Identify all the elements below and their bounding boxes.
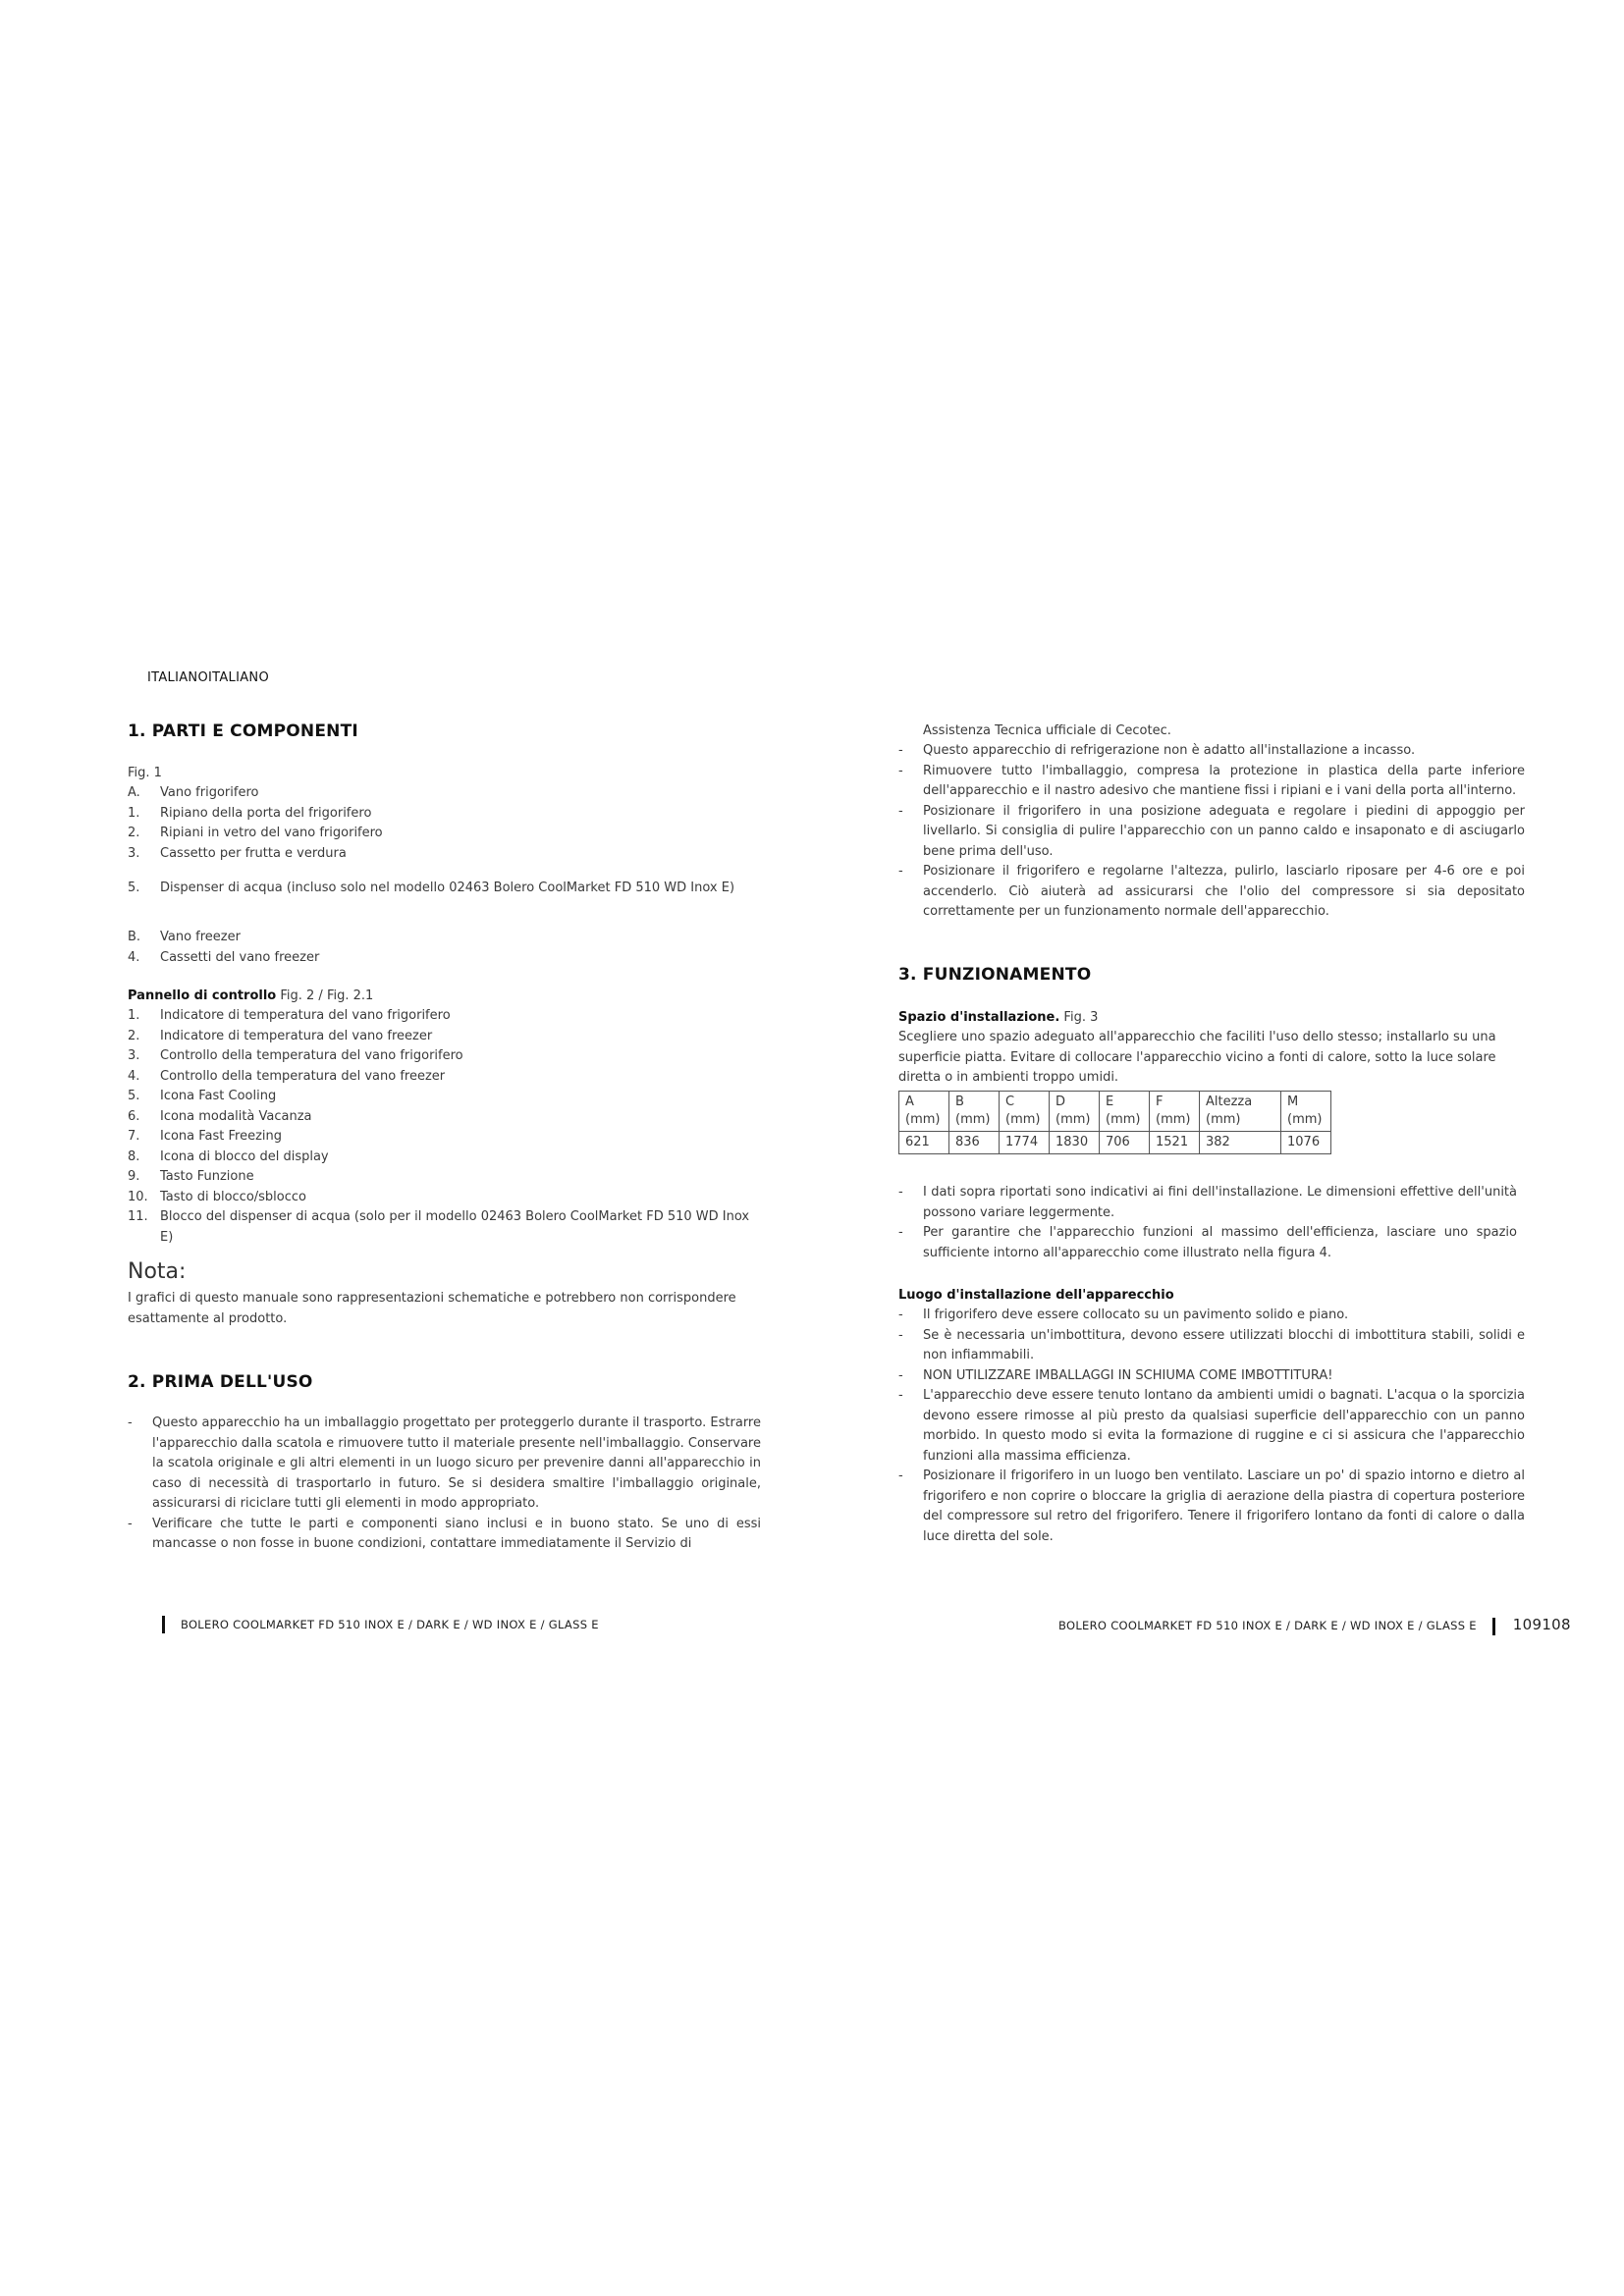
list-item: 2. Indicatore di temperatura del vano freezer xyxy=(128,1028,433,1043)
placement-list xyxy=(898,1306,1525,1547)
table-cell: 706 xyxy=(1100,1132,1150,1154)
note-text: I grafici di questo manuale sono rappresentazioni schematiche e potrebbero non corrispondere esattamente al prodotto. xyxy=(128,1291,736,1326)
place-title: Luogo d'installazione dell'apparecchio xyxy=(898,1288,1174,1303)
footer-bar xyxy=(1492,1618,1495,1635)
dimensions-notes xyxy=(898,1183,1517,1263)
list-item: - Verificare che tutte le parti e componenti siano inclusi e in buono stato. Se uno di essi mancasse o non fosse in buone condizioni, contattare immediatamente il Servizio di xyxy=(128,1516,761,1551)
table-header-cell: C (mm) xyxy=(1000,1092,1050,1132)
table-cell: 1076 xyxy=(1281,1132,1331,1154)
footer-left xyxy=(162,1616,599,1633)
table-cell: 382 xyxy=(1200,1132,1281,1154)
list-item: 5. Icona Fast Cooling xyxy=(128,1089,277,1103)
list-item: - I dati sopra riportati sono indicativi ai fini dell'installazione. Le dimensioni effettive dell'unità possono variare leggermente. xyxy=(898,1185,1517,1220)
before-use-list xyxy=(128,1414,761,1555)
list-item: 7. Icona Fast Freezing xyxy=(128,1129,283,1144)
parts-list-a xyxy=(128,783,756,864)
footer-model-left: BOLERO COOLMARKET FD 510 INOX E / DARK E / WD INOX E / GLASS E xyxy=(180,1617,599,1631)
list-item: - Il frigorifero deve essere collocato su un pavimento solido e piano. xyxy=(898,1308,1349,1322)
list-item: B. Vano freezer xyxy=(128,930,241,944)
section-3-title: 3. FUNZIONAMENTO xyxy=(898,965,1092,985)
table-header-cell: F (mm) xyxy=(1150,1092,1200,1132)
list-item: 5. Dispenser di acqua (incluso solo nel modello 02463 Bolero CoolMarket FD 510 WD Inox E) xyxy=(128,881,735,895)
section-2-title: 2. PRIMA DELL'USO xyxy=(128,1372,313,1392)
table-header-cell: E (mm) xyxy=(1100,1092,1150,1132)
space-title: Spazio d'installazione. xyxy=(898,1010,1060,1025)
table-cell: 1521 xyxy=(1150,1132,1200,1154)
table-header-cell: Altezza (mm) xyxy=(1200,1092,1281,1132)
list-item: 6. Icona modalità Vacanza xyxy=(128,1108,312,1124)
table-cell: 836 xyxy=(949,1132,1000,1154)
list-item: 4. Cassetti del vano freezer xyxy=(128,949,320,965)
before-use-list-continued xyxy=(898,741,1525,923)
list-item: - L'apparecchio deve essere tenuto lontano da ambienti umidi o bagnati. L'acqua o la sporcizia devono essere rimosse al più presto da qualsiasi superficie dell'apparecchio con un panno morbido. In questo modo si evita la formazione di ruggine e ci si assicura che l'apparecchio funzioni alla massima efficienza. xyxy=(898,1388,1525,1464)
list-item: 3. Cassetto per frutta e verdura xyxy=(128,845,347,861)
table-row xyxy=(899,1132,1331,1154)
table-header-cell: M (mm) xyxy=(1281,1092,1331,1132)
control-panel-list xyxy=(128,1006,756,1248)
list-item: - Posizionare il frigorifero e regolarne l'altezza, pulirlo, lasciarlo riposare per 4-6 ore e poi accenderlo. Ciò aiuterà ad assicurarsi che l'olio del compressore si sia depositato correttamente per un funzionamento normale dell'apparecchio. xyxy=(898,864,1525,919)
list-item: 9. Tasto Funzione xyxy=(128,1169,254,1184)
list-item: 8. Icona di blocco del display xyxy=(128,1148,329,1164)
dimensions-table xyxy=(898,1091,1331,1154)
list-item: 1. Ripiano della porta del frigorifero xyxy=(128,805,372,821)
space-heading xyxy=(898,1008,1098,1029)
note-title: Nota: xyxy=(128,1259,187,1284)
list-item: 11. Blocco del dispenser di acqua (solo per il modello 02463 Bolero CoolMarket FD 510 WD Inox E) xyxy=(128,1209,750,1245)
section-1-title: 1. PARTI E COMPONENTI xyxy=(128,721,358,741)
continued-line: Assistenza Tecnica ufficiale di Cecotec. xyxy=(923,723,1171,738)
list-item: 10. Tasto di blocco/sblocco xyxy=(128,1189,306,1204)
list-item: 3. Controllo della temperatura del vano frigorifero xyxy=(128,1048,463,1063)
list-item: - Posizionare il frigorifero in un luogo ben ventilato. Lasciare un po' di spazio intorno e dietro al frigorifero e non coprire o bloccare la griglia di aerazione della piastra di copertura posteriore del compressore sul retro del frigorifero. Tenere il frigorifero lontano da fonti di calore o dalla luce diretta del sole. xyxy=(898,1468,1525,1544)
list-item: - Per garantire che l'apparecchio funzioni al massimo dell'efficienza, lasciare uno spazio sufficiente intorno all'apparecchio come illustrato nella figura 4. xyxy=(898,1225,1517,1260)
control-panel-heading xyxy=(128,987,373,1007)
footer-right xyxy=(1058,1616,1571,1635)
table-row xyxy=(899,1092,1331,1132)
control-panel-title: Pannello di controllo xyxy=(128,988,277,1003)
table-cell: 621 xyxy=(899,1132,949,1154)
footer-model-right: BOLERO COOLMARKET FD 510 INOX E / DARK E / WD INOX E / GLASS E xyxy=(1058,1619,1477,1632)
table-header-cell: A (mm) xyxy=(899,1092,949,1132)
list-item: - Rimuovere tutto l'imballaggio, compresa la protezione in plastica della parte inferiore dell'apparecchio e il nastro adesivo che mantiene fissi i ripiani e i vani della porta all'interno. xyxy=(898,763,1525,798)
list-item: - Questo apparecchio ha un imballaggio progettato per proteggerlo durante il trasporto. Estrarre l'apparecchio dalla scatola e rimuovere tutto il materiale presente nell'imballaggio. Conservare la scatola originale e gli altri elementi in un luogo sicuro per prevenire danni all'apparecchio in caso di necessità di trasportarlo in futuro. Se si desidera smaltire l'imballaggio originale, assicurarsi di riciclare tutti gli elementi in modo appropriato. xyxy=(128,1415,761,1511)
space-text: Scegliere uno spazio adeguato all'apparecchio che faciliti l'uso dello stesso; installarlo su una superficie piatta. Evitare di collocare l'apparecchio vicino a fonti di calore, sotto la luce solare diretta o in ambienti troppo umidi. xyxy=(898,1030,1496,1085)
space-fig: Fig. 3 xyxy=(1059,1010,1099,1025)
list-item: A. Vano frigorifero xyxy=(128,785,259,800)
list-item: - NON UTILIZZARE IMBALLAGGI IN SCHIUMA COME IMBOTTITURA! xyxy=(898,1367,1333,1383)
table-cell: 1774 xyxy=(1000,1132,1050,1154)
list-item: 2. Ripiani in vetro del vano frigorifero xyxy=(128,826,383,840)
table-header-cell: B (mm) xyxy=(949,1092,1000,1132)
control-panel-fig: Fig. 2 / Fig. 2.1 xyxy=(276,988,374,1003)
list-item: 4. Controllo della temperatura del vano freezer xyxy=(128,1068,446,1084)
list-item: - Posizionare il frigorifero in una posizione adeguata e regolare i piedini di appoggio per livellarlo. Si consiglia di pulire l'apparecchio con un panno caldo e insaponato e di asciugarlo bene prima dell'uso. xyxy=(898,803,1525,859)
page-numbers: 109108 xyxy=(1512,1616,1571,1633)
language-label: ITALIANOITALIANO xyxy=(147,670,269,685)
parts-list-b xyxy=(128,928,756,968)
table-cell: 1830 xyxy=(1050,1132,1100,1154)
table-header-cell: D (mm) xyxy=(1050,1092,1100,1132)
fig-1-label: Fig. 1 xyxy=(128,766,162,780)
list-item: - Se è necessaria un'imbottitura, devono essere utilizzati blocchi di imbottitura stabili, solidi e non infiammabili. xyxy=(898,1327,1525,1362)
list-item: 1. Indicatore di temperatura del vano frigorifero xyxy=(128,1008,451,1023)
parts-list-5 xyxy=(128,879,795,899)
footer-bar xyxy=(162,1616,165,1633)
list-item: - Questo apparecchio di refrigerazione non è adatto all'installazione a incasso. xyxy=(898,743,1416,758)
